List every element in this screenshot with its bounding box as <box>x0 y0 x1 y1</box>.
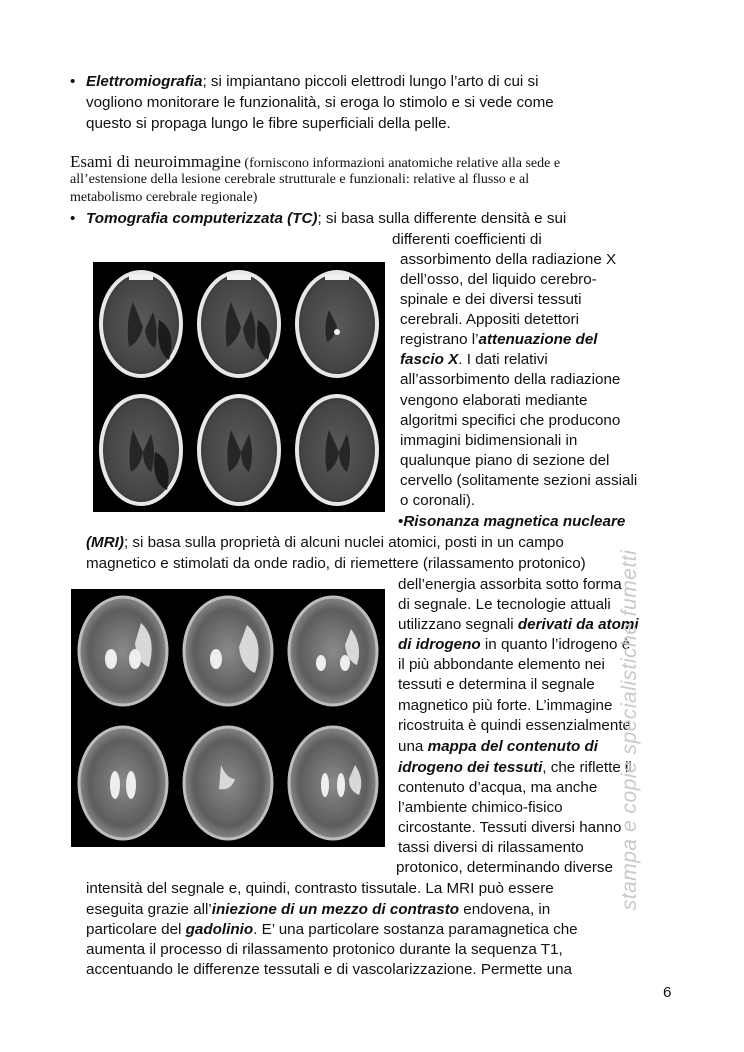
tc-line: immagini bidimensionali in <box>400 432 578 449</box>
mri-line <box>398 635 630 655</box>
mri-line: contenuto d’acqua, ma anche <box>398 779 598 796</box>
watermark <box>600 540 660 920</box>
mri-line: dell’energia assorbita sotto forma <box>398 576 622 593</box>
tc-line: vengono elaborati mediante <box>400 392 588 409</box>
mri-term: mappa del contenuto di <box>427 738 599 755</box>
mri-term: derivati da atomi <box>517 616 639 633</box>
mri-text: particolare del <box>86 921 186 938</box>
tc-line: all’assorbimento della radiazione <box>400 371 621 388</box>
tc-term: Tomografia computerizzata (TC) <box>86 210 318 227</box>
mri-line <box>86 900 550 920</box>
tc-line <box>86 209 566 229</box>
mri-line: aumenta il processo di rilassamento protonico durante la sequenza T1, <box>86 941 563 958</box>
mri-term: iniezione di un mezzo di contrasto <box>211 901 460 918</box>
tc-line: differenti coefficienti di <box>392 231 542 248</box>
mri-text: una <box>398 738 428 755</box>
heading-note: metabolismo cerebrale regionale) <box>70 190 258 205</box>
tc-text: registrano l’ <box>400 331 479 348</box>
tc-line: qualunque piano di sezione del <box>400 452 610 469</box>
tc-line: spinale e dei diversi tessuti <box>400 291 582 308</box>
emg-paragraph-line <box>86 72 538 92</box>
tc-text: . I dati relativi <box>458 351 548 368</box>
emg-line: questo si propaga lungo le fibre superficiali della pelle. <box>86 115 451 132</box>
mri-term: gadolinio <box>185 921 254 938</box>
mri-scan-image <box>71 589 385 847</box>
emg-line: vogliono monitorare le funzionalità, si eroga lo stimolo e si vede come <box>86 94 554 111</box>
emg-term: Elettromiografia <box>86 73 203 90</box>
mri-line: protonico, determinando diverse <box>396 859 613 876</box>
mri-line: l’ambiente chimico-fisico <box>398 799 563 816</box>
mri-text: in quanto l’idrogeno è <box>480 636 631 653</box>
mri-line: di segnale. Le tecnologie attuali <box>398 596 611 613</box>
bullet: • <box>70 73 76 90</box>
tc-line: cervello (solitamente sezioni assiali <box>400 472 638 489</box>
ct-scan-image <box>93 262 385 512</box>
mri-text: , che riflette il <box>542 759 632 776</box>
mri-term: idrogeno dei tessuti <box>398 759 543 776</box>
tc-term: fascio X <box>400 351 459 368</box>
mri-text: utilizzano segnali <box>398 616 518 633</box>
mri-line <box>398 512 625 532</box>
mri-term: Risonanza magnetica nucleare <box>403 513 626 530</box>
tc-line <box>400 330 598 350</box>
mri-text: . E’ una particolare sostanza paramagnetica che <box>253 921 578 938</box>
heading-note: all’estensione della lesione cerebrale strutturale e funzionali: relative al flusso e al <box>70 172 530 187</box>
mri-text: eseguita grazie all’ <box>86 901 212 918</box>
tc-line: assorbimento della radiazione X <box>400 251 617 268</box>
mri-line: circostante. Tessuti diversi hanno <box>398 819 622 836</box>
mri-line <box>86 533 564 553</box>
tc-line: algoritmi specifici che producono <box>400 412 621 429</box>
mri-line: magnetico più forte. L’immagine <box>398 697 613 714</box>
mri-line: accentuando le differenze tessutali e di vascolarizzazione. Permette una <box>86 961 573 978</box>
bullet: • <box>70 210 76 227</box>
mri-term: (MRI) <box>86 534 124 551</box>
mri-line: il più abbondante elemento nei <box>398 656 605 673</box>
mri-line <box>398 737 598 757</box>
mri-line: tassi diversi di rilassamento <box>398 839 584 856</box>
tc-text: ; si basa sulla differente densità e sui <box>317 210 567 227</box>
mri-text: endovena, in <box>459 901 551 918</box>
bullet: • <box>398 513 404 530</box>
mri-term: di idrogeno <box>398 636 481 653</box>
page-number: 6 <box>663 984 672 1001</box>
mri-line: intensità del segnale e, quindi, contrasto tissutale. La MRI può essere <box>86 880 554 897</box>
tc-term: attenuazione del <box>478 331 598 348</box>
mri-line: tessuti e determina il segnale <box>398 676 595 693</box>
heading-note: (forniscono informazioni anatomiche relative alla sede e <box>240 156 561 171</box>
emg-text: ; si impiantano piccoli elettrodi lungo l’arto di cui si <box>202 73 539 90</box>
tc-line: o coronali). <box>400 492 476 509</box>
mri-line: ricostruita è quindi essenzialmente <box>398 717 631 734</box>
tc-line: dell’osso, del liquido cerebro- <box>400 271 597 288</box>
mri-text: ; si basa sulla proprietà di alcuni nuclei atomici, posti in un campo <box>123 534 564 551</box>
tc-line: cerebrali. Appositi detettori <box>400 311 579 328</box>
mri-line <box>86 920 578 940</box>
mri-line <box>398 758 632 778</box>
tc-line <box>400 350 548 370</box>
watermark-text: stampa e copie specialistiche fumetti <box>618 549 641 911</box>
heading-title: Esami di neuroimmagine <box>70 152 241 171</box>
mri-line: magnetico e stimolati da onde radio, di riemettere (rilassamento protonico) <box>86 555 586 572</box>
